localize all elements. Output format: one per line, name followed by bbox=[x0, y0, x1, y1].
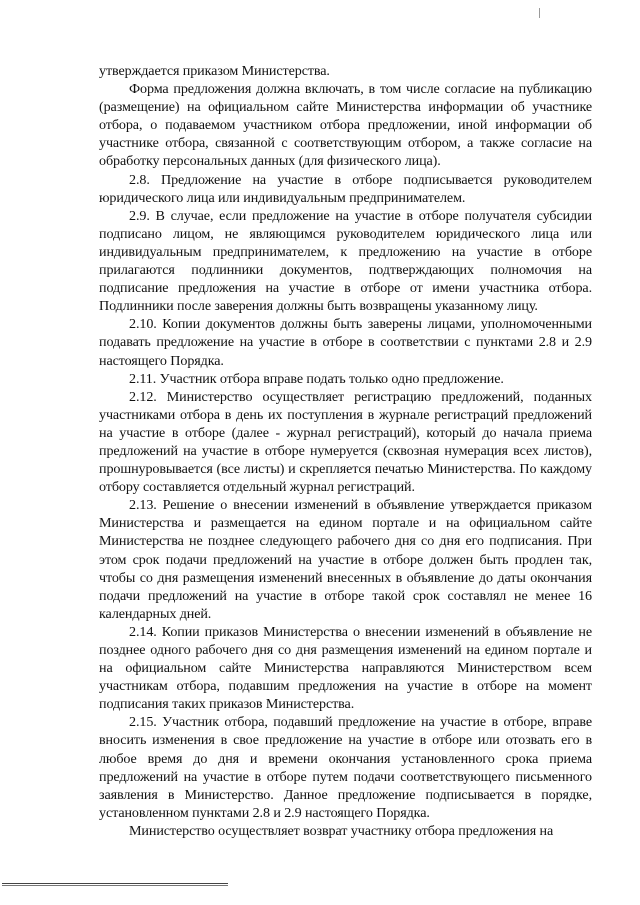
paragraph-2-8: 2.8. Предложение на участие в отборе подписывается руководителем юридического лица или индивидуальным предпринимателем. bbox=[99, 171, 592, 206]
footnote-separator bbox=[2, 883, 228, 884]
paragraph-2-9: 2.9. В случае, если предложение на участие в отборе получателя субсидии подписано лицом, не являющимся руководителем юридического лица или индивидуальным предпринимателем, к предложению на участие в отборе прилагаются подлинники документов, подтверждающих полномочия на подписание предложения на участие в отборе от имени участника отбора. Подлинники после заверения должны быть возвращены указанному лицу. bbox=[99, 207, 592, 315]
paragraph-form-consent: Форма предложения должна включать, в том числе согласие на публикацию (размещение) на официальном сайте Министерства информации об участнике отбора, о подаваемом участником отбора предложении, иной информации об участнике отбора, связанной с соответствующим отбором, а также согласие на обработку персональных данных (для физического лица). bbox=[99, 81, 592, 170]
paragraph-return-start: Министерство осуществляет возврат участнику отбора предложения на bbox=[129, 822, 554, 839]
document-body bbox=[99, 62, 592, 840]
paragraph-continuation: утверждается приказом Министерства. bbox=[99, 63, 330, 79]
paragraph-2-10: 2.10. Копии документов должны быть заверены лицами, уполномоченными подавать предложение на участие в отборе в соответствии с пунктами 2.8 и 2.9 настоящего Порядка. bbox=[99, 316, 592, 369]
paragraph-2-12: 2.12. Министерство осуществляет регистрацию предложений, поданных участниками отбора в день их поступления в журнале регистраций предложений на участие в отборе (далее - журнал регистраций), который до начала приема предложений на участие в отборе нумеруется (сквозная нумерация всех листов), прошнуровывается (все листы) и скрепляется печатью Министерства. По каждому отбору составляется отдельный журнал регистраций. bbox=[99, 388, 592, 496]
paragraph-2-15: 2.15. Участник отбора, подавший предложение на участие в отборе, вправе вносить изменения в свое предложение на участие в отборе или отозвать его в любое время до дня и времени окончания установленного срока приема предложений на участие в отборе путем подачи соответствующего письменного заявления в Министерство. Данное предложение подписывается в порядке, установленном пунктами 2.8 и 2.9 настоящего Порядка. bbox=[99, 714, 592, 821]
paragraph-2-11: 2.11. Участник отбора вправе подать только одно предложение. bbox=[129, 370, 504, 387]
scan-artifact bbox=[539, 8, 540, 18]
paragraph-2-13: 2.13. Решение о внесении изменений в объявление утверждается приказом Министерства и размещается на едином портале и на официальном сайте Министерства не позднее следующего рабочего дня со дня его подписания. При этом срок подачи предложений на участие в отборе должен быть продлен так, чтобы со дня размещения изменений внесенных в объявление до даты окончания подачи предложений на участие в отборе такой срок составлял не менее 16 календарных дней. bbox=[99, 497, 592, 622]
paragraph-2-14: 2.14. Копии приказов Министерства о внесении изменений в объявление не позднее одного рабочего дня со дня размещения изменений на едином портале и на официальном сайте Министерства направляются Министерством всем участникам отбора, подавшим предложения на участие в отборе на момент подписания таких приказов Министерства. bbox=[99, 623, 592, 713]
